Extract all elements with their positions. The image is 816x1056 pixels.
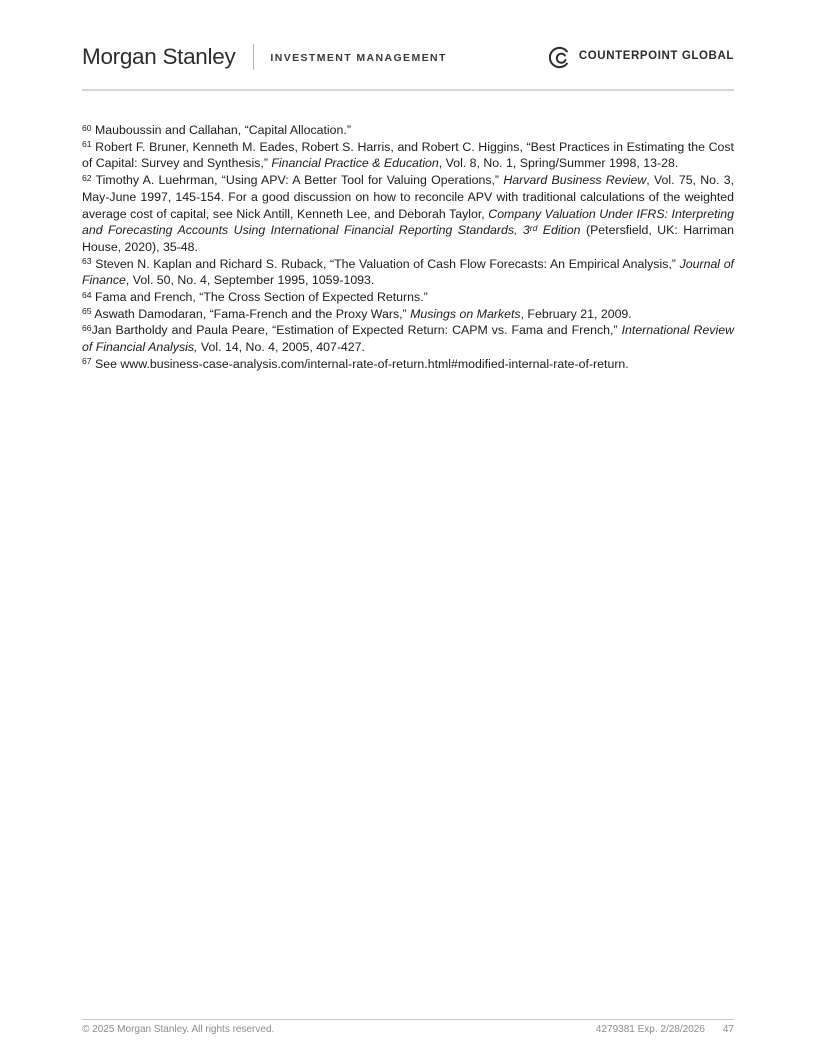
footnote-text: International Review of Financial Analysis, [82,323,734,355]
footnote-marker: 66 [82,322,92,333]
footnote-text: Vol. 14, No. 4, 2005, 407-427. [197,340,365,355]
footnote-marker: 61 [82,139,92,150]
footnote-text: Company Valuation Under IFRS: Interpreting and Forecasting Accounts Using International Financial Reporting Standards, 3 [82,206,735,238]
footnote-60 [82,122,734,139]
footnote-text: Jan Bartholdy and Paula Peare, “Estimation of Expected Return: CAPM vs. Fama and French,” [91,323,622,338]
footnote-text: Musings on Markets [410,306,521,321]
footnote-text: Steven N. Kaplan and Richard S. Ruback, “The Valuation of Cash Flow Forecasts: An Empirical Analysis,” [91,256,680,271]
counterpoint-global-label: COUNTERPOINT GLOBAL [578,50,734,63]
footnote-text: , Vol. 50, No. 4, September 1995, 1059-1093. [125,273,375,288]
footnote-text: (Petersfield, UK: Harriman House, 2020), 35-48. [82,223,734,254]
footnote-67 [82,356,734,373]
doc-id-text: 4279381 Exp. 2/28/2026 [595,1024,705,1035]
investment-management-label: INVESTMENT MANAGEMENT [270,51,447,64]
footnote-text: Journal of Finance [82,256,734,288]
morgan-stanley-wordmark: Morgan Stanley [82,43,236,69]
footnote-marker: 62 [82,172,92,183]
page-number: 47 [722,1024,734,1035]
footnote-61 [82,139,734,172]
morgan-stanley-logo [82,44,447,70]
footer-rule [82,1019,734,1020]
footer-right [596,1024,734,1036]
footnote-text: Robert F. Bruner, Kenneth M. Eades, Robert S. Harris, and Robert C. Higgins, “Best Practices in Estimating the Cost of Capital: Survey and Synthesis,” [82,139,734,171]
footnote-marker: 67 [82,356,92,367]
footnote-marker: 64 [82,289,92,300]
footnote-64 [82,289,734,306]
footnote-text: , Vol. 8, No. 1, Spring/Summer 1998, 13-28. [438,156,679,171]
footnote-text: Harvard Business Review [503,173,647,188]
footnote-text: Fama and French, “The Cross Section of Expected Returns.” [91,290,428,305]
footnote-text: Edition [537,223,581,238]
footnote-text: Timothy A. Luehrman, “Using APV: A Better Tool for Valuing Operations,” [91,173,504,188]
counterpoint-global-c-icon [547,45,572,70]
footnote-marker: 60 [82,122,92,133]
page-header [82,44,734,70]
footnote-marker: 63 [82,256,92,267]
footnote-text: , February 21, 2009. [520,306,632,321]
copyright-text: © 2025 Morgan Stanley. All rights reserved. [82,1024,275,1035]
counterpoint-global-logo [547,45,734,70]
footnote-66 [82,322,734,355]
footnote-65 [82,306,734,323]
header-divider [253,44,254,70]
footnote-63 [82,256,734,289]
header-rule [82,89,734,91]
footnotes-list [82,122,734,373]
footnote-text: See www.business-case-analysis.com/internal-rate-of-return.html#modified-internal-rate-of-return. [91,356,629,371]
footnote-text: Financial Practice & Education [271,156,439,171]
footnote-text: rd [529,222,538,233]
footnote-62 [82,172,734,256]
footnote-text: Aswath Damodaran, “Fama-French and the Proxy Wars,” [91,306,411,321]
page-footer [82,1024,734,1036]
footnote-text: Mauboussin and Callahan, “Capital Allocation.” [91,123,351,137]
footnote-text: , Vol. 75, No. 3, May-June 1997, 145-154. For a good discussion on how to reconcile APV with traditional calculations of the weighted average cost of capital, see Nick Antill, Kenneth Lee, and Deborah Taylor, [82,173,734,221]
footnote-marker: 65 [82,306,92,317]
